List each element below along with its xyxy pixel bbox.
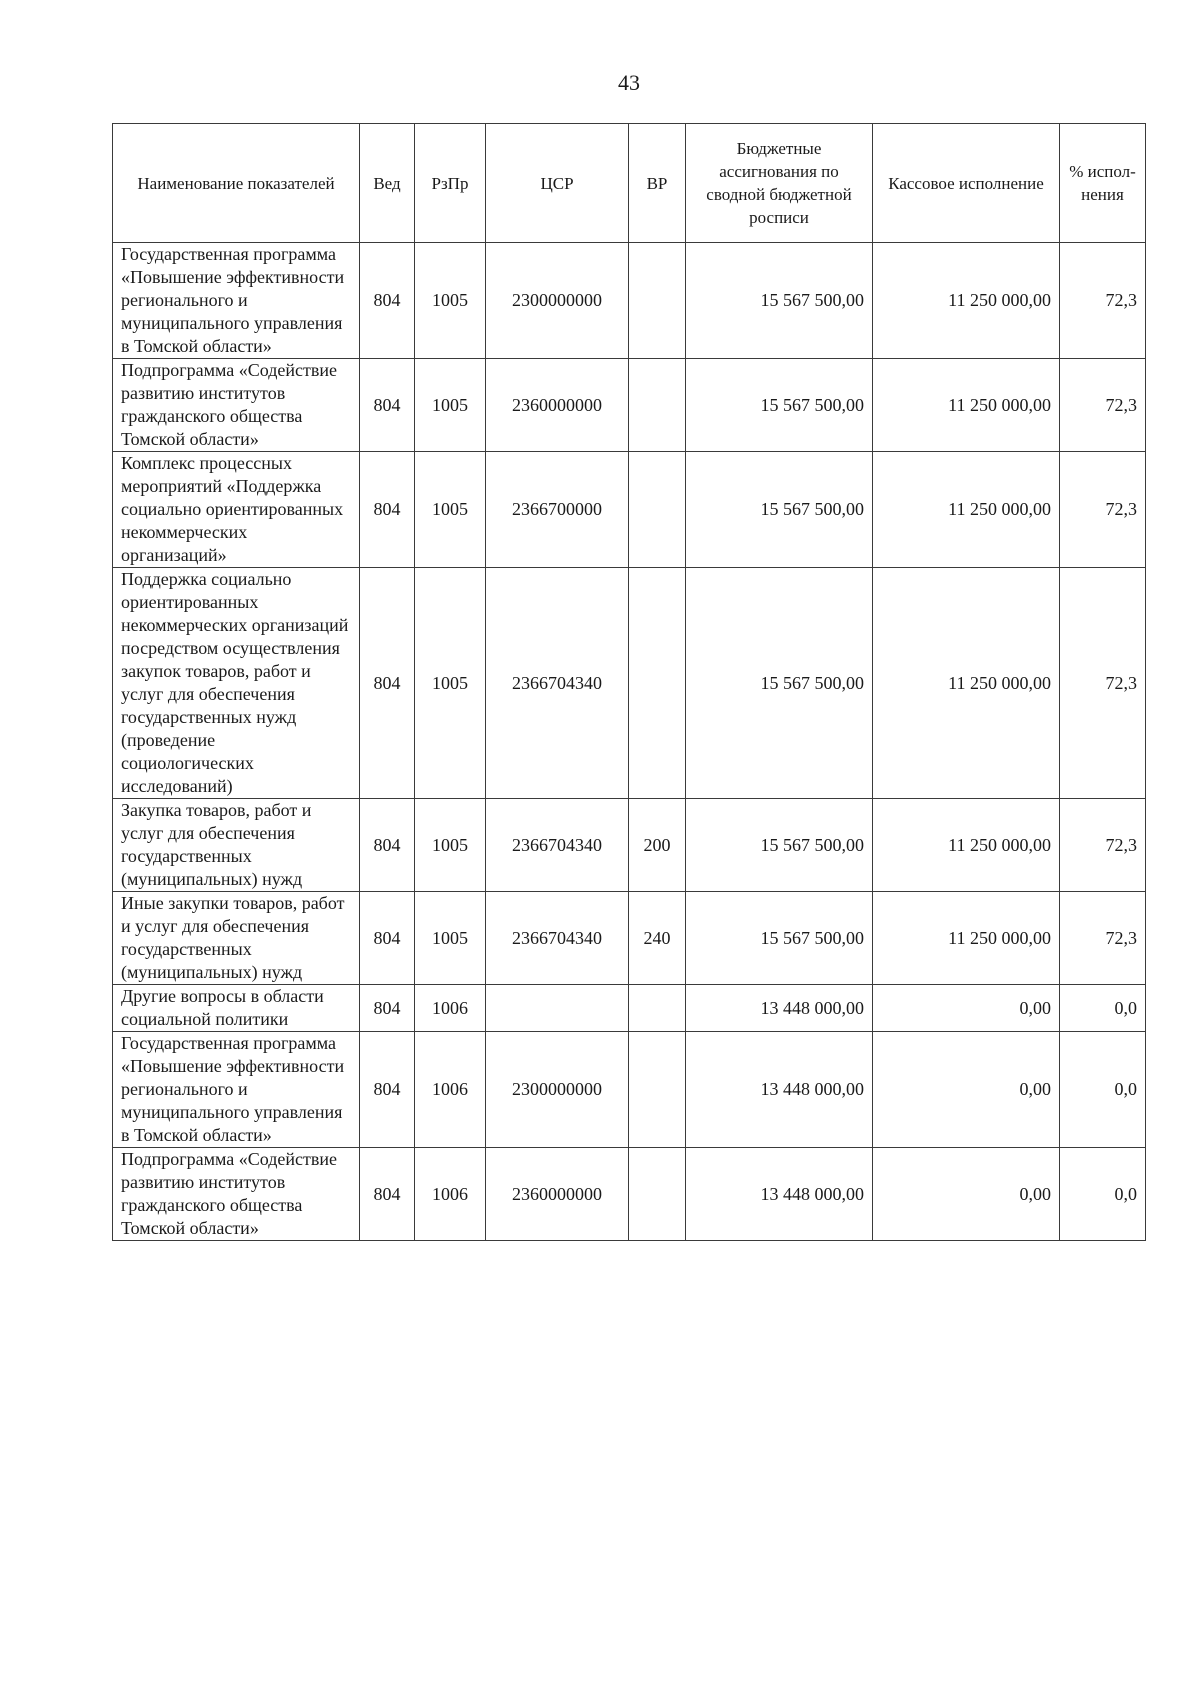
row-fact: 0,00 [873,985,1060,1032]
table-row [113,892,1146,985]
page-number: 43 [618,70,640,95]
row-fact: 0,00 [873,1148,1060,1241]
table-header-row [113,124,1146,243]
row-pct: 72,3 [1060,799,1146,892]
row-name: Иные закупки товаров, работ и услуг для обеспечения государственных (муниципальных) нужд [113,892,360,985]
table-row [113,452,1146,568]
row-ved: 804 [360,799,415,892]
row-plan: 15 567 500,00 [686,359,873,452]
row-csr [486,985,629,1032]
row-vr: 240 [629,892,686,985]
row-csr: 2366704340 [486,568,629,799]
row-fact: 11 250 000,00 [873,452,1060,568]
row-name: Подпрограмма «Содействие развитию институтов гражданского общества Томской области» [113,359,360,452]
table-row [113,243,1146,359]
table-row [113,359,1146,452]
row-pct: 0,0 [1060,1032,1146,1148]
row-pct: 72,3 [1060,892,1146,985]
row-vr [629,243,686,359]
row-plan: 13 448 000,00 [686,1148,873,1241]
row-fact: 11 250 000,00 [873,359,1060,452]
row-ved: 804 [360,1148,415,1241]
row-fact: 11 250 000,00 [873,568,1060,799]
row-vr [629,1148,686,1241]
table-row [113,1032,1146,1148]
row-vr: 200 [629,799,686,892]
row-ved: 804 [360,359,415,452]
row-plan: 15 567 500,00 [686,892,873,985]
row-ved: 804 [360,892,415,985]
row-csr: 2300000000 [486,243,629,359]
row-name: Другие вопросы в области социальной политики [113,985,360,1032]
row-csr: 2366704340 [486,799,629,892]
row-vr [629,1032,686,1148]
header-csr: ЦСР [486,124,629,243]
row-rzpr: 1005 [415,243,486,359]
row-ved: 804 [360,985,415,1032]
row-pct: 0,0 [1060,985,1146,1032]
header-pct: % испол-нения [1060,124,1146,243]
table-row [113,1148,1146,1241]
row-name: Государственная программа «Повышение эффективности регионального и муниципального управления в Томской области» [113,1032,360,1148]
header-fact: Кассовое исполнение [873,124,1060,243]
row-fact: 11 250 000,00 [873,243,1060,359]
row-csr: 2366704340 [486,892,629,985]
row-pct: 72,3 [1060,359,1146,452]
row-ved: 804 [360,452,415,568]
row-pct: 0,0 [1060,1148,1146,1241]
row-fact: 11 250 000,00 [873,799,1060,892]
row-vr [629,452,686,568]
row-pct: 72,3 [1060,452,1146,568]
row-ved: 804 [360,1032,415,1148]
row-rzpr: 1005 [415,452,486,568]
row-fact: 11 250 000,00 [873,892,1060,985]
row-plan: 13 448 000,00 [686,985,873,1032]
row-name: Государственная программа «Повышение эффективности регионального и муниципального управления в Томской области» [113,243,360,359]
row-csr: 2300000000 [486,1032,629,1148]
header-plan: Бюджетные ассигнования по сводной бюджетной росписи [686,124,873,243]
row-vr [629,568,686,799]
header-rzpr: РзПр [415,124,486,243]
row-plan: 15 567 500,00 [686,243,873,359]
row-fact: 0,00 [873,1032,1060,1148]
row-ved: 804 [360,243,415,359]
row-vr [629,985,686,1032]
budget-execution-table [112,123,1146,1241]
row-rzpr: 1006 [415,1032,486,1148]
table-row [113,985,1146,1032]
row-csr: 2360000000 [486,359,629,452]
row-csr: 2366700000 [486,452,629,568]
row-name: Поддержка социально ориентированных некоммерческих организаций посредством осуществления закупок товаров, работ и услуг для обеспечения государственных нужд (проведение социологических исследований) [113,568,360,799]
row-rzpr: 1006 [415,985,486,1032]
row-rzpr: 1006 [415,1148,486,1241]
row-name: Закупка товаров, работ и услуг для обеспечения государственных (муниципальных) нужд [113,799,360,892]
table-row [113,799,1146,892]
row-name: Комплекс процессных мероприятий «Поддержка социально ориентированных некоммерческих организаций» [113,452,360,568]
row-rzpr: 1005 [415,892,486,985]
row-plan: 15 567 500,00 [686,452,873,568]
row-pct: 72,3 [1060,568,1146,799]
table-row [113,568,1146,799]
header-name: Наименование показателей [113,124,360,243]
row-pct: 72,3 [1060,243,1146,359]
row-plan: 15 567 500,00 [686,799,873,892]
row-csr: 2360000000 [486,1148,629,1241]
header-vr: ВР [629,124,686,243]
row-ved: 804 [360,568,415,799]
row-rzpr: 1005 [415,799,486,892]
row-vr [629,359,686,452]
row-rzpr: 1005 [415,359,486,452]
row-rzpr: 1005 [415,568,486,799]
row-plan: 13 448 000,00 [686,1032,873,1148]
row-name: Подпрограмма «Содействие развитию институтов гражданского общества Томской области» [113,1148,360,1241]
row-plan: 15 567 500,00 [686,568,873,799]
header-ved: Вед [360,124,415,243]
